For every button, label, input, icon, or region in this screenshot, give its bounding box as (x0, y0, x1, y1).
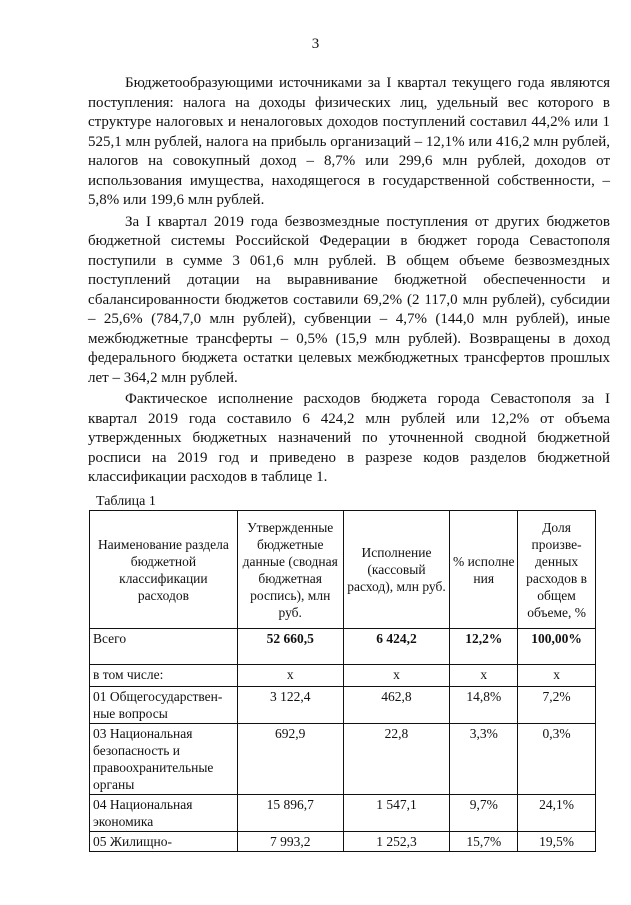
row-executed: 6 424,2 (343, 629, 450, 665)
header-percent: % исполне ния (450, 511, 518, 629)
paragraph: Бюджетообразующими источниками за I квартал текущего года являются поступления: налога на доходы физических лиц, удельный вес которого в структуре налоговых и неналоговых доходов поступлений составил 44,2% или 1 525,1 млн рублей, налога на прибыль организаций – 12,1% или 416,2 млн рублей, налогов на совокупный доход – 8,7% или 299,6 млн рублей, доходов от использования имущества, находящегося в государственной собственности, – 5,8% или 199,6 млн рублей. (88, 75, 610, 208)
header-section-name: Наименование раздела бюджетной классификации расходов (90, 511, 238, 629)
row-share: 19,5% (518, 832, 596, 852)
row-name: в том числе: (90, 665, 238, 687)
row-name: 04 Национальная экономика (90, 795, 238, 832)
paragraph: Фактическое исполнение расходов бюджета города Севастополя за I квартал 2019 года составило 6 424,2 млн рублей или 12,2% от объема утвержденных бюджетных назначений по уточненной сводной бюджетной росписи на 2019 год и приведено в разрезе кодов разделов бюджетной классификации расходов в таблице 1. (88, 391, 610, 485)
row-approved: 692,9 (237, 724, 343, 795)
table-row (90, 687, 596, 724)
row-percent: х (450, 665, 518, 687)
row-percent: 15,7% (450, 832, 518, 852)
row-percent: 9,7% (450, 795, 518, 832)
row-approved: 7 993,2 (237, 832, 343, 852)
row-name: 03 Национальная безопасность и правоохранительные органы (90, 724, 238, 795)
row-approved: 3 122,4 (237, 687, 343, 724)
page-number: 3 (311, 36, 320, 52)
paragraph: За I квартал 2019 года безвозмездные поступления от других бюджетов бюджетной системы Российской Федерации в бюджет города Севастополя поступили в сумме 3 061,6 млн рублей. В общем объеме безвозмездных поступлений дотации на выравнивание бюджетной обеспеченности и сбалансированности бюджетов составили 69,2% (2 117,0 млн рублей), субсидии – 25,6% (784,7,0 млн рублей), субвенции – 4,7% (144,0 млн рублей), иные межбюджетные трансферты – 0,5% (15,9 млн рублей). Возвращены в доход федерального бюджета остатки целевых межбюджетных трансфертов прошлых лет – 364,2 млн рублей. (88, 213, 610, 386)
row-name: 05 Жилищно- (90, 832, 238, 852)
table-row (90, 832, 596, 852)
table-row (90, 724, 596, 795)
row-percent: 14,8% (450, 687, 518, 724)
body-text (88, 74, 610, 490)
header-approved: Утвержденные бюджетные данные (сводная бюджетная роспись), млн руб. (237, 511, 343, 629)
table-header-row (90, 511, 596, 629)
row-approved: х (237, 665, 343, 687)
table-caption: Таблица 1 (96, 494, 156, 509)
row-executed: 1 547,1 (343, 795, 450, 832)
row-executed: 22,8 (343, 724, 450, 795)
row-percent: 3,3% (450, 724, 518, 795)
table-row (90, 795, 596, 832)
row-share: 7,2% (518, 687, 596, 724)
budget-table (89, 510, 596, 852)
table-row (90, 665, 596, 687)
row-share: 24,1% (518, 795, 596, 832)
row-approved: 52 660,5 (237, 629, 343, 665)
row-executed: 462,8 (343, 687, 450, 724)
row-share: 100,00% (518, 629, 596, 665)
table-row (90, 629, 596, 665)
header-share: Доля произве-денных расходов в общем объеме, % (518, 511, 596, 629)
row-approved: 15 896,7 (237, 795, 343, 832)
row-name: Всего (90, 629, 238, 665)
header-executed: Исполнение (кассовый расход), млн руб. (343, 511, 450, 629)
row-name: 01 Общегосударствен-ные вопросы (90, 687, 238, 724)
row-percent: 12,2% (450, 629, 518, 665)
row-share: 0,3% (518, 724, 596, 795)
row-executed: х (343, 665, 450, 687)
row-share: х (518, 665, 596, 687)
row-executed: 1 252,3 (343, 832, 450, 852)
